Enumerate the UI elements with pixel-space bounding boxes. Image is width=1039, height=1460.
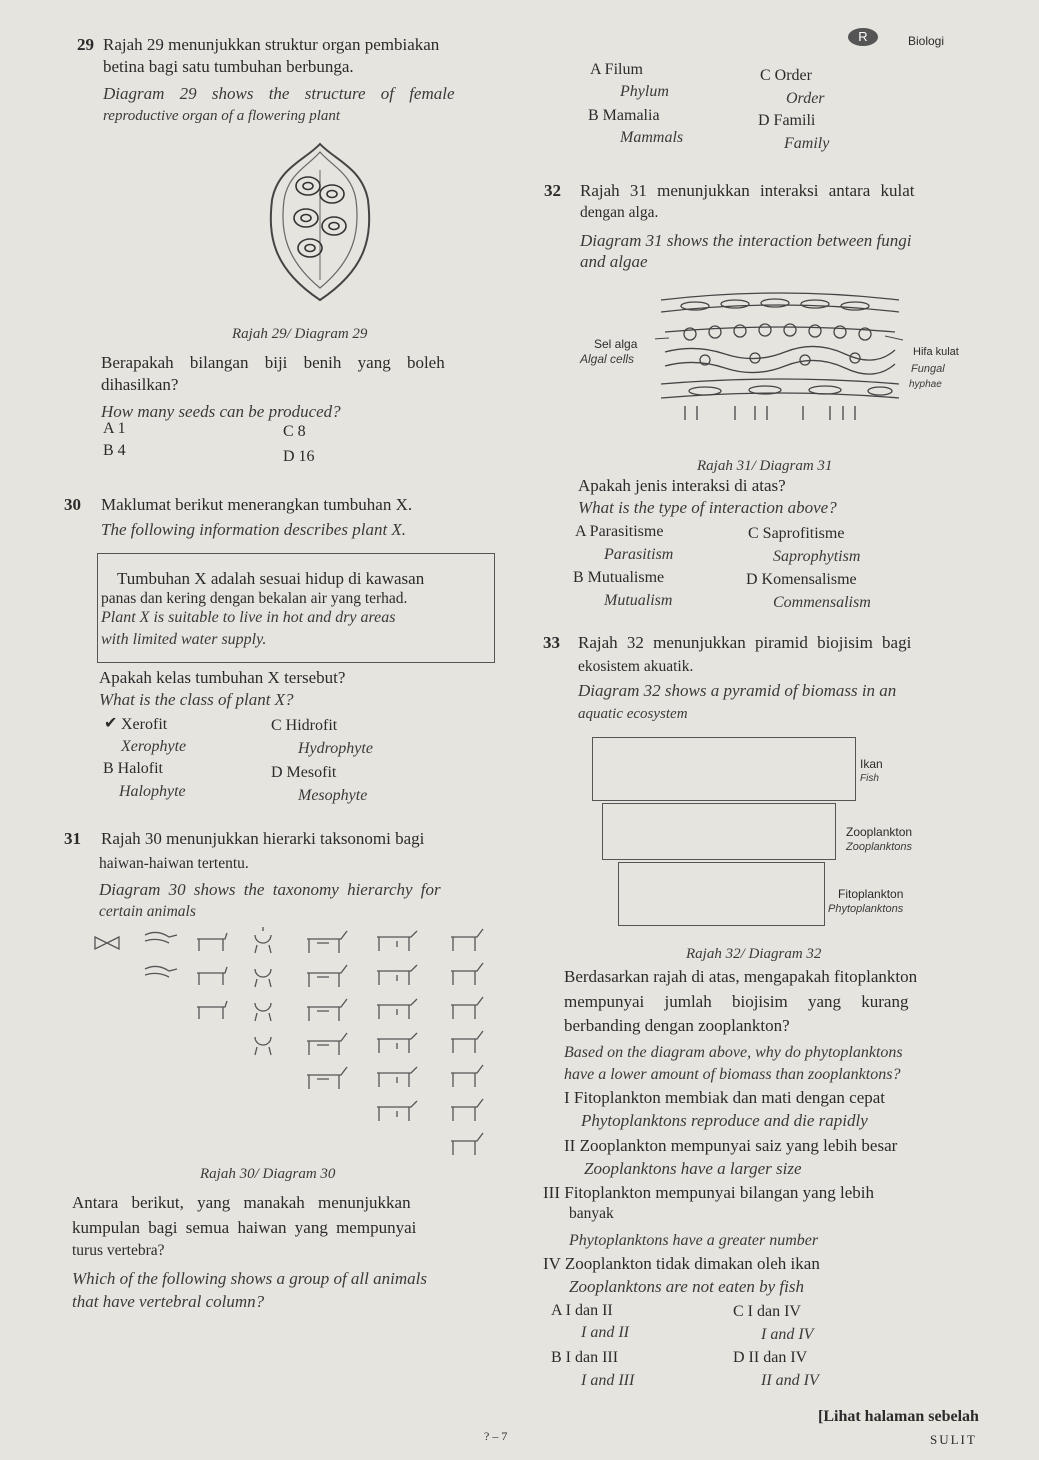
q33-text-ms-2: ekosistem akuatik. [578, 658, 694, 675]
q32-label-algal-ms: Sel alga [594, 337, 638, 351]
q33-statement-3-ms: III Fitoplankton mempunyai bilangan yang lebih [543, 1183, 874, 1202]
q33-caption: Rajah 32/ Diagram 32 [686, 946, 822, 962]
school-logo [848, 28, 878, 46]
q31-option-b[interactable]: B Mamalia [588, 107, 660, 124]
sulit-mark: SULIT [930, 1432, 977, 1447]
q32-option-c-en: Saprophytism [773, 548, 861, 565]
q33-label-zoo-en: Zooplanktons [846, 841, 913, 853]
q33-number: 33 [543, 633, 560, 652]
q29-option-d[interactable]: D 16 [283, 448, 315, 465]
q31-option-d[interactable]: D Famili [758, 112, 816, 129]
taxonomy-animal-diagram [85, 925, 505, 1165]
q33-statement-2-en: Zooplanktons have a larger size [584, 1159, 802, 1178]
q33-statement-2-ms: II Zooplankton mempunyai saiz yang lebih besar [564, 1136, 898, 1155]
q32-label-hyphae-en-1: Fungal [911, 363, 945, 375]
q29-option-c[interactable]: C 8 [283, 423, 306, 440]
q29-option-a[interactable]: A 1 [103, 420, 126, 437]
q31-option-c[interactable]: C Order [760, 67, 812, 84]
q32-text-en-1: Diagram 31 shows the interaction between fungi [580, 231, 912, 250]
q33-ask-en-2: have a lower amount of biomass than zooplanktons? [564, 1066, 901, 1083]
q32-option-b-en: Mutualism [604, 592, 673, 609]
q30-option-b[interactable]: B Halofit [103, 760, 163, 777]
q32-text-en-2: and algae [580, 252, 648, 271]
logo-letter: R [858, 29, 868, 44]
q30-option-d-en: Mesophyte [298, 787, 368, 804]
q29-text-ms-2: betina bagi satu tumbuhan berbunga. [103, 57, 354, 76]
q30-tick-mark: ✔ [104, 715, 118, 732]
q31-option-a[interactable]: A Filum [590, 61, 643, 78]
q29-number: 29 [77, 35, 94, 54]
flower-ovary-diagram [250, 140, 390, 310]
q31-caption: Rajah 30/ Diagram 30 [200, 1166, 336, 1182]
q32-ask-ms: Apakah jenis interaksi di atas? [578, 476, 786, 495]
q33-option-b[interactable]: B I dan III [551, 1349, 619, 1366]
q32-text-ms-1: Rajah 31 menunjukkan interaksi antara kulat [580, 181, 915, 200]
q30-ask-ms: Apakah kelas tumbuhan X tersebut? [99, 668, 346, 687]
q29-text-en-1: Diagram 29 shows the structure of female [103, 84, 455, 103]
q29-ask-ms-1: Berapakah bilangan biji benih yang boleh [101, 353, 445, 372]
q32-option-c[interactable]: C Saprofitisme [748, 525, 845, 542]
q30-option-c[interactable]: C Hidrofit [271, 717, 338, 734]
q33-statement-4-en: Zooplanktons are not eaten by fish [569, 1277, 804, 1296]
q30-box-en-2: with limited water supply. [101, 631, 267, 648]
q33-text-en-2: aquatic ecosystem [578, 706, 688, 722]
q31-ask-ms-2: kumpulan bagi semua haiwan yang mempunyai [72, 1218, 417, 1237]
q31-text-ms-2: haiwan-haiwan tertentu. [99, 855, 249, 872]
q33-text-en-1: Diagram 32 shows a pyramid of biomass in an [578, 681, 897, 700]
q32-option-d[interactable]: D Komensalisme [746, 571, 857, 588]
q33-ask-ms-2: mempunyai jumlah biojisim yang kurang [564, 992, 909, 1011]
q29-option-b[interactable]: B 4 [103, 442, 126, 459]
q33-option-d-en: II and IV [761, 1372, 819, 1389]
q30-option-b-en: Halophyte [119, 783, 186, 800]
q33-option-c-en: I and IV [761, 1326, 814, 1343]
q30-number: 30 [64, 495, 81, 514]
subject-label: Biologi [908, 34, 945, 48]
q29-ask-ms-2: dihasilkan? [101, 375, 179, 394]
q30-box-ms-1: Tumbuhan X adalah sesuai hidup di kawasan [117, 569, 425, 588]
q29-text-ms-1: Rajah 29 menunjukkan struktur organ pembiakan [103, 35, 440, 54]
q32-label-hyphae-ms: Hifa kulat [913, 346, 959, 358]
pyramid-level-fish [592, 737, 856, 801]
q32-label-hyphae-en-2: hyphae [909, 379, 942, 390]
q33-statement-3-en: Phytoplanktons have a greater number [569, 1232, 819, 1249]
q32-option-a-en: Parasitism [604, 546, 674, 563]
q31-ask-ms-1: Antara berikut, yang manakah menunjukkan [72, 1193, 411, 1212]
q33-label-fish-en: Fish [860, 773, 879, 784]
q33-ask-en-1: Based on the diagram above, why do phytoplanktons [564, 1044, 903, 1061]
pyramid-level-zooplankton [602, 803, 836, 860]
page-number: ? – 7 [484, 1429, 508, 1443]
q32-option-b[interactable]: B Mutualisme [573, 569, 665, 586]
q31-text-en-2: certain animals [99, 903, 196, 920]
q31-number: 31 [64, 829, 81, 848]
q32-label-algal-en: Algal cells [580, 352, 635, 366]
q33-option-a-en: I and II [581, 1324, 629, 1341]
q33-ask-ms-3: berbanding dengan zooplankton? [564, 1016, 790, 1035]
q32-number: 32 [544, 181, 561, 200]
q31-option-a-en: Phylum [620, 83, 669, 100]
q31-option-c-en: Order [786, 90, 825, 107]
q31-ask-en-1: Which of the following shows a group of all animals [72, 1269, 427, 1288]
q33-label-zoo-ms: Zooplankton [846, 825, 913, 839]
q30-text-ms: Maklumat berikut menerangkan tumbuhan X. [101, 495, 413, 514]
q29-text-en-2: reproductive organ of a flowering plant [103, 108, 341, 124]
lichen-diagram [655, 282, 905, 444]
q33-option-a[interactable]: A I dan II [551, 1302, 613, 1319]
q30-box-ms-2: panas dan kering dengan bekalan air yang terhad. [101, 590, 408, 607]
q32-caption: Rajah 31/ Diagram 31 [697, 458, 833, 474]
q31-text-en-1: Diagram 30 shows the taxonomy hierarchy for [99, 880, 441, 899]
q31-text-ms-1: Rajah 30 menunjukkan hierarki taksonomi bagi [101, 829, 425, 848]
q33-option-d[interactable]: D II dan IV [733, 1349, 808, 1366]
q33-statement-1-ms: I Fitoplankton membiak dan mati dengan cepat [564, 1088, 886, 1107]
q32-option-d-en: Commensalism [773, 594, 871, 611]
q30-option-a-en: Xerophyte [121, 738, 187, 755]
q32-ask-en: What is the type of interaction above? [578, 498, 837, 517]
q30-ask-en: What is the class of plant X? [99, 690, 294, 709]
q31-option-b-en: Mammals [620, 129, 684, 146]
q33-label-phyto-ms: Fitoplankton [838, 887, 904, 901]
q31-ask-en-2: that have vertebral column? [72, 1292, 265, 1311]
q33-label-fish-ms: Ikan [860, 757, 883, 771]
pyramid-level-phytoplankton [618, 862, 825, 926]
q33-statement-3-ms-2: banyak [569, 1205, 614, 1222]
q33-option-b-en: I and III [581, 1372, 635, 1389]
q31-ask-ms-3: turus vertebra? [72, 1242, 165, 1259]
q33-option-c[interactable]: C I dan IV [733, 1303, 801, 1320]
q33-text-ms-1: Rajah 32 menunjukkan piramid biojisim bagi [578, 633, 912, 652]
q33-statement-4-ms: IV Zooplankton tidak dimakan oleh ikan [543, 1254, 820, 1273]
q29-ask-en: How many seeds can be produced? [101, 402, 341, 421]
q30-option-d[interactable]: D Mesofit [271, 764, 337, 781]
q29-caption: Rajah 29/ Diagram 29 [232, 326, 368, 342]
q31-option-d-en: Family [784, 135, 830, 152]
q33-statement-1-en: Phytoplanktons reproduce and die rapidly [581, 1111, 868, 1130]
q32-text-ms-2: dengan alga. [580, 204, 659, 221]
q33-label-phyto-en: Phytoplanktons [828, 903, 904, 915]
q30-box-en-1: Plant X is suitable to live in hot and dry areas [101, 609, 396, 626]
q30-option-c-en: Hydrophyte [298, 740, 373, 757]
q33-ask-ms-1: Berdasarkan rajah di atas, mengapakah fitoplankton [564, 967, 918, 986]
q30-option-a[interactable]: Xerofit [121, 716, 168, 733]
q30-text-en: The following information describes plant X. [101, 520, 407, 539]
q32-option-a[interactable]: A Parasitisme [575, 523, 664, 540]
next-page-note: [Lihat halaman sebelah [818, 1408, 979, 1425]
